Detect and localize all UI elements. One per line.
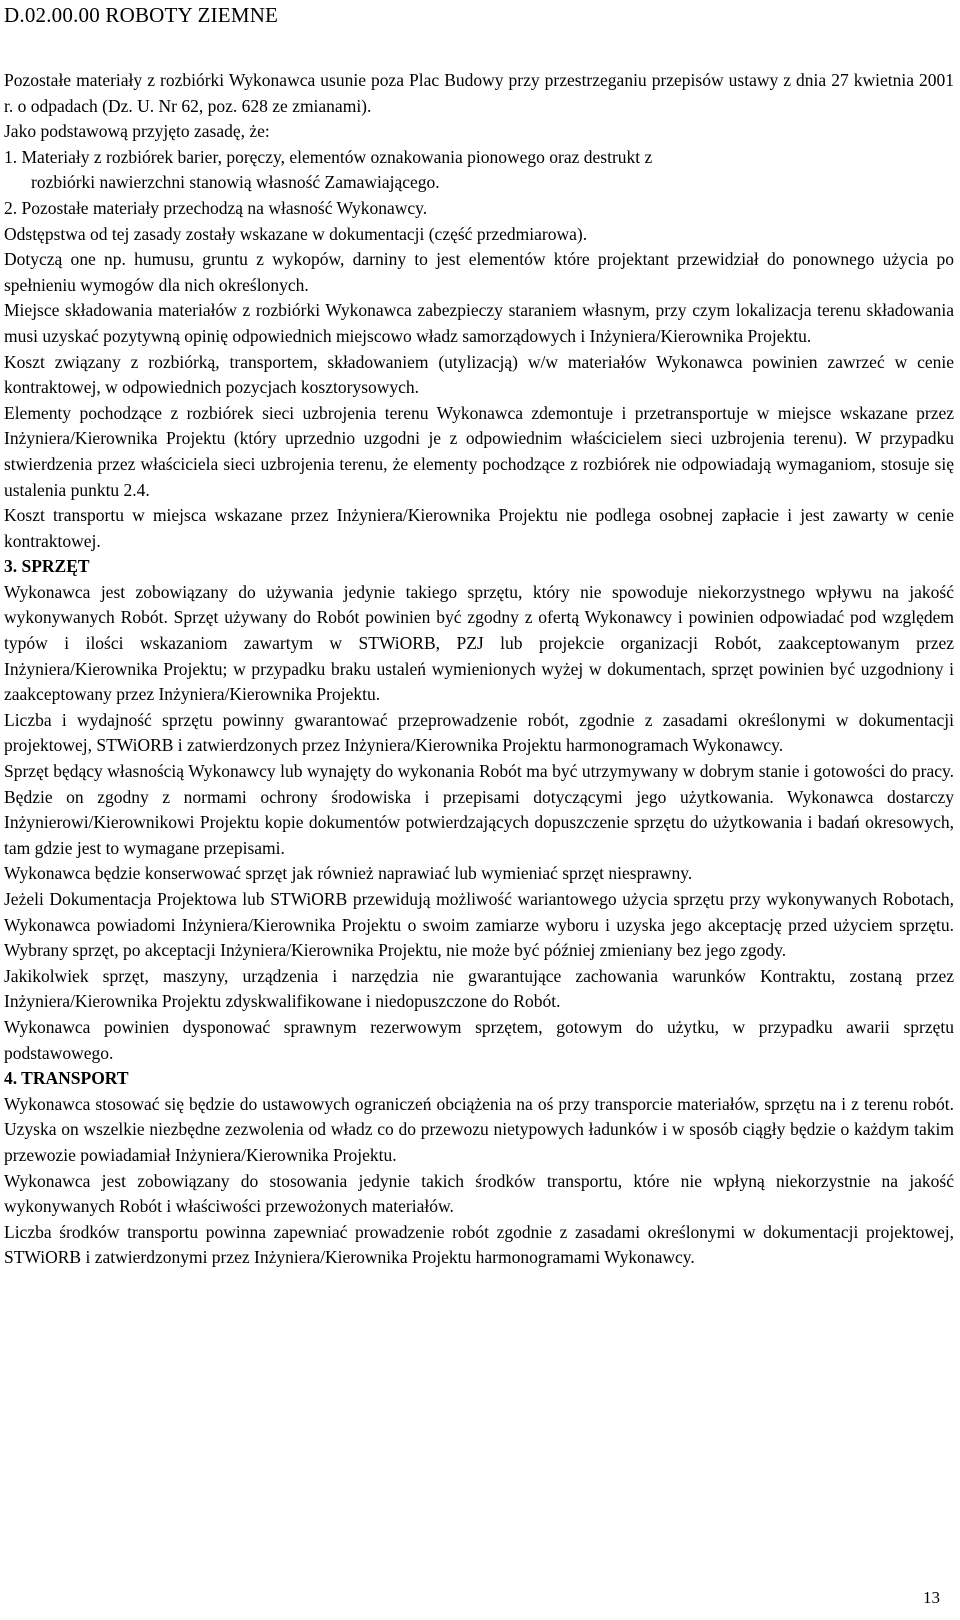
paragraph-equipment-7: Wykonawca powinien dysponować sprawnym rezerwowym sprzętem, gotowym do użytku, w przypadku awarii sprzętu podstawowego. <box>4 1016 954 1063</box>
paragraph-equipment-3: Sprzęt będący własnością Wykonawcy lub wynajęty do wykonania Robót ma być utrzymywany w dobrym stanie i gotowości do pracy. Będzie on zgodny z normami ochrony środowiska i przepisami dotyczącymi jego użytkowania. Wykonawca dostarczy Inżynierowi/Kierownikowi Projektu kopie dokumentów potwierdzających dopuszczenie sprzętu do użytkowania i badań okresowych, tam gdzie jest to wymagane przepisami. <box>4 761 954 858</box>
paragraph-equipment-1: Wykonawca jest zobowiązany do używania jedynie takiego sprzętu, który nie spowoduje niekorzystnego wpływu na jakość wykonywanych Robót. Sprzęt używany do Robót powinien być zgodny z ofertą Wykonawcy i powinien odpowiadać pod względem typów i ilości wskazaniom zawartym w STWiORB, PZJ lub projekcie organizacji Robót, zaakceptowanym przez Inżyniera/Kierownika Projektu; w przypadku braku ustaleń wymienionych wyżej w dokumentach, sprzęt powinien być uzgodniony i zaakceptowany przez Inżyniera/Kierownika Projektu. <box>4 581 954 705</box>
list-item-1-line1: 1. Materiały z rozbiórek barier, poręczy, elementów oznakowania pionowego oraz destrukt z <box>4 146 653 167</box>
list-item-1 <box>4 145 954 196</box>
paragraph-disposal: Pozostałe materiały z rozbiórki Wykonawca usunie poza Plac Budowy przy przestrzeganiu przepisów ustawy z dnia 27 kwietnia 2001 r. o odpadach (Dz. U. Nr 62, poz. 628 ze zmianami). <box>4 70 954 116</box>
section-heading-equipment: 3. SPRZĘT <box>4 556 90 577</box>
paragraph-cost: Koszt związany z rozbiórką, transportem, składowaniem (utylizacją) w/w materiałów Wykonawca powinien zawrzeć w cenie kontraktowej, w odpowiednich pozycjach kosztorysowych. <box>4 351 954 398</box>
paragraph-transport-2: Wykonawca jest zobowiązany do stosowania jedynie takich środków transportu, które nie wpłyną niekorzystnie na jakość wykonywanych Robót i właściwości przewożonych materiałów. <box>4 1170 954 1217</box>
paragraph-transport-cost: Koszt transportu w miejsca wskazane przez Inżyniera/Kierownika Projektu nie podlega osobnej zapłacie i jest zawarty w cenie kontraktowej. <box>4 505 954 551</box>
paragraph-equipment-6: Jakikolwiek sprzęt, maszyny, urządzenia i narzędzia nie gwarantujące zachowania warunków Kontraktu, zostaną przez Inżyniera/Kierownika Projektu zdyskwalifikowane i niedopuszczone do Robót. <box>4 965 954 1012</box>
paragraph-storage: Miejsce składowania materiałów z rozbiórki Wykonawca zabezpieczy staraniem własnym, przy czym lokalizacja terenu składowania musi uzyskać pozytywną opinię odpowiednich miejscowo władz samorządowych i Inżyniera/Kierownika Projektu. <box>4 300 954 346</box>
paragraph-equipment-4: Wykonawca będzie konserwować sprzęt jak również naprawiać lub wymieniać sprzęt niesprawny. <box>4 863 693 884</box>
paragraph-principle: Jako podstawową przyjęto zasadę, że: <box>4 121 270 142</box>
page-number: 13 <box>923 1588 940 1607</box>
paragraph-utility-elements: Elementy pochodzące z rozbiórek sieci uzbrojenia terenu Wykonawca zdemontuje i przetransportuje w miejsce wskazane przez Inżyniera/Kierownika Projektu (który uprzednio uzgodni je z odpowiednim właścicielem sieci uzbrojenia terenu). W przypadku stwierdzenia przez właściciela sieci uzbrojenia terenu, że elementy pochodzące z rozbiórek nie odpowiadają wymaganiom, stosuje się ustalenia punktu 2.4. <box>4 402 954 500</box>
page-header: D.02.00.00 ROBOTY ZIEMNE <box>4 3 279 27</box>
paragraph-transport-1: Wykonawca stosować się będzie do ustawowych ograniczeń obciążenia na oś przy transporcie materiałów, sprzętu na i z terenu robót. Uzyska on wszelkie niezbędne zezwolenia od władz co do przewozu nietypowych ładunków i w sposób ciągły będzie o każdym takim przewozie powiadamiał Inżyniera/Kierownika Projektu. <box>4 1093 954 1165</box>
document-page <box>4 0 954 1271</box>
list-item-2: 2. Pozostałe materiały przechodzą na własność Wykonawcy. <box>4 197 428 218</box>
section-heading-transport: 4. TRANSPORT <box>4 1068 129 1089</box>
paragraph-exceptions: Odstępstwa od tej zasady zostały wskazane w dokumentacji (część przedmiarowa). <box>4 223 588 244</box>
list-item-1-line2: rozbiórki nawierzchni stanowią własność Zamawiającego. <box>31 172 440 193</box>
paragraph-examples: Dotyczą one np. humusu, gruntu z wykopów, darniny to jest elementów które projektant przewidział do ponownego użycia po spełnieniu wymogów dla nich określonych. <box>4 249 954 295</box>
paragraph-equipment-5: Jeżeli Dokumentacja Projektowa lub STWiORB przewidują możliwość wariantowego użycia sprzętu przy wykonywanych Robotach, Wykonawca powiadomi Inżyniera/Kierownika Projektu o swoim zamiarze wyboru i uzyska jego akceptację przed użyciem sprzętu. Wybrany sprzęt, po akceptacji Inżyniera/Kierownika Projektu, nie może być później zmieniany bez jego zgody. <box>4 889 954 961</box>
paragraph-transport-3: Liczba środków transportu powinna zapewniać prowadzenie robót zgodnie z zasadami określonymi w dokumentacji projektowej, STWiORB i zatwierdzonymi przez Inżyniera/Kierownika Projektu harmonogramami Wykonawcy. <box>4 1221 954 1268</box>
paragraph-equipment-2: Liczba i wydajność sprzętu powinny gwarantować przeprowadzenie robót, zgodnie z zasadami określonymi w dokumentacji projektowej, STWiORB i zatwierdzonych przez Inżyniera/Kierownika Projektu harmonogramach Wykonawcy. <box>4 709 954 756</box>
